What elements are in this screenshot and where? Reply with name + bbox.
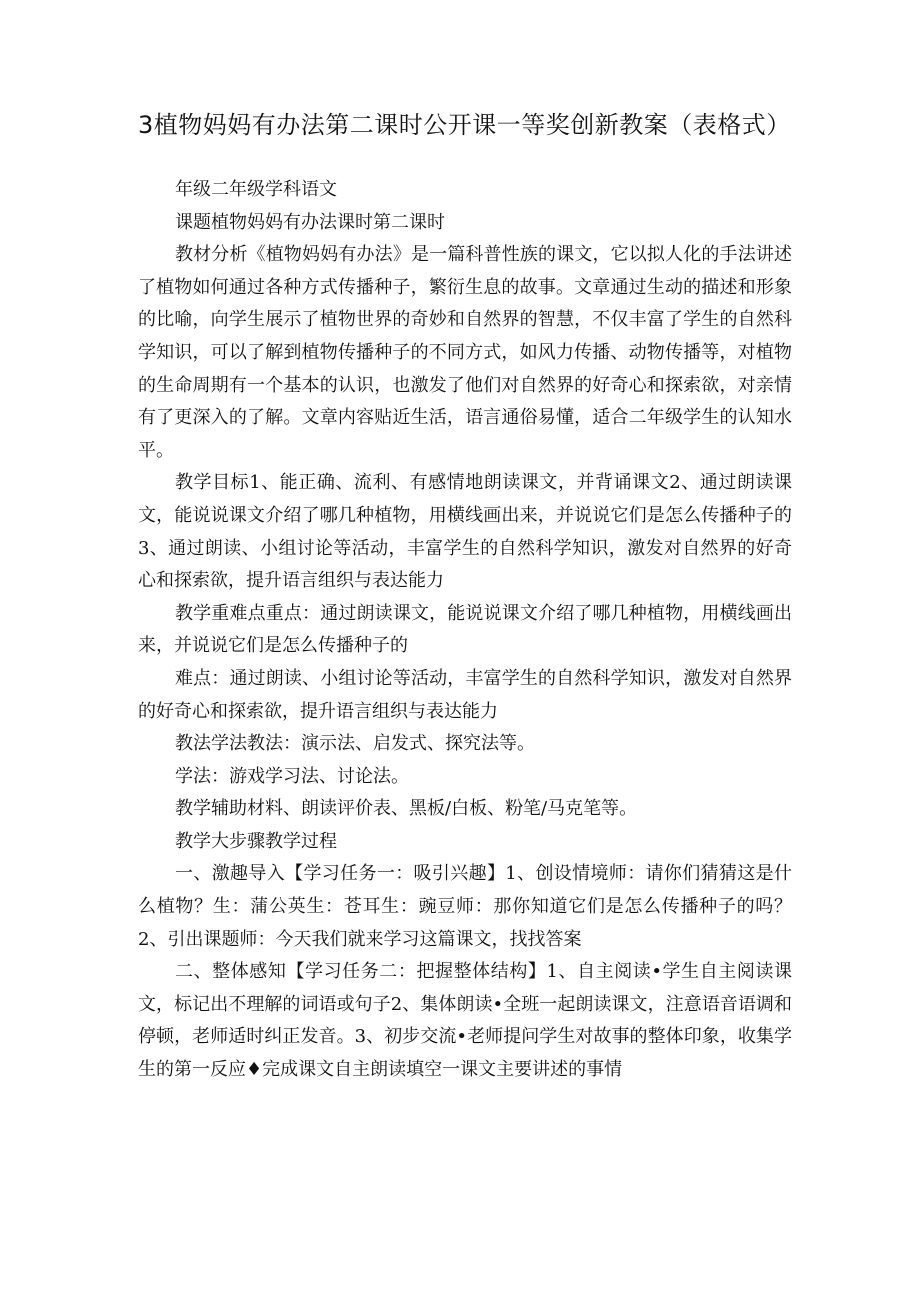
paragraph-teaching-methods: 教法学法教法：演示法、启发式、探究法等。: [175, 733, 535, 755]
paragraph-process-heading: 教学大步骤教学过程: [175, 830, 337, 852]
paragraph-key-points: 教学重难点重点：通过朗读课文，能说说课文介绍了哪几种植物，用横线画出来，并说说它们是怎么传播种子的: [138, 602, 792, 657]
paragraph-difficult-points: 难点：通过朗读、小组讨论等活动，丰富学生的自然科学知识，激发对自然界的好奇心和探索欲，提升语言组织与表达能力: [138, 667, 792, 722]
paragraph-teaching-materials: 教学辅助材料、朗读评价表、黑板/白板、粉笔/马克笔等。: [175, 798, 638, 820]
paragraph-lesson-topic: 课题植物妈妈有办法课时第二课时: [175, 211, 445, 233]
paragraph-material-analysis: 教材分析《植物妈妈有办法》是一篇科普性族的课文，它以拟人化的手法讲述了植物如何通过各种方式传播种子，繁衍生息的故事。文章通过生动的描述和形象的比喻，向学生展示了植物世界的奇妙和自然界的智慧，不仅丰富了学生的自然科学知识，可以了解到植物传播种子的不同方式，如风力传播、动物传播等，对植物的生命周期有一个基本的认识，也激发了他们对自然界的好奇心和探索欲，对亲情有了更深入的了解。文章内容贴近生活，语言通俗易懂，适合二年级学生的认知水平。: [138, 244, 792, 461]
paragraph-teaching-goals: 教学目标1、能正确、流利、有感情地朗读课文，并背诵课文2、通过朗读课文，能说说课文介绍了哪几种植物，用横线画出来，并说说它们是怎么传播种子的3、通过朗读、小组讨论等活动，丰富学生的自然科学知识，激发对自然界的好奇心和探索欲，提升语言组织与表达能力: [138, 472, 792, 592]
paragraph-step-one: 一、激趣导入【学习任务一：吸引兴趣】1、创设情境师：请你们猜猜这是什么植物？生：蒲公英生：苍耳生：豌豆师：那你知道它们是怎么传播种子的吗？2、引出课题师：今天我们就来学习这篇课文，找找答案: [138, 863, 792, 950]
document-title: 3植物妈妈有办法第二课时公开课一等奖创新教案（表格式）: [138, 111, 791, 139]
paragraph-grade-subject: 年级二年级学科语文: [175, 179, 337, 200]
paragraph-step-two: 二、整体感知【学习任务二：把握整体结构】1、自主阅读•学生自主阅读课文，标记出不理解的词语或句子2、集体朗读•全班一起朗读课文，注意语音语调和停顿，老师适时纠正发音。3、初步交流•老师提问学生对故事的整体印象，收集学生的第一反应♦完成课文自主朗读填空一课文主要讲述的事情: [138, 961, 792, 1081]
document-body: [138, 174, 792, 1087]
paragraph-learning-methods: 学法：游戏学习法、讨论法。: [175, 765, 409, 787]
